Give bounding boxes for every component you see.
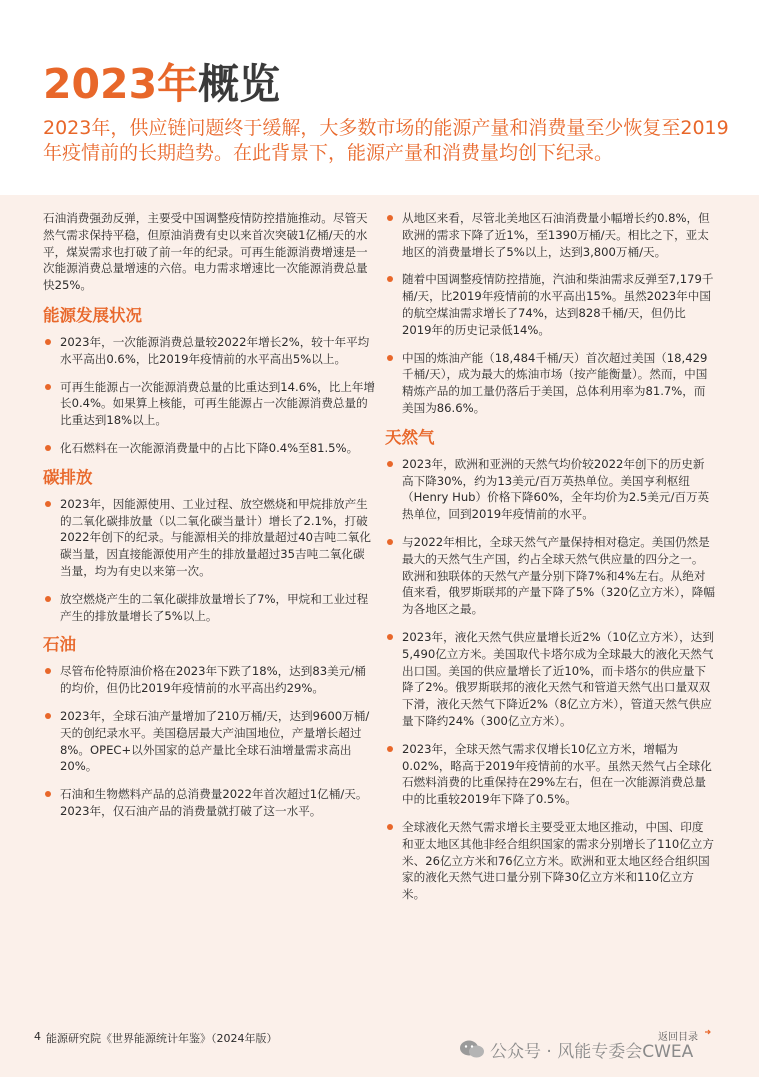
intro-paragraph: 石油消费强劲反弹，主要受中国调整疫情防控措施推动。尽管天然气需求保持平稳，但原油消费有史以来首次突破1亿桶/天的水平，煤炭需求也打破了前一年的纪录。可再生能源消费增速是一次能源消费总量增速的六倍。电力需求增速比一次能源消费总量快25%。 <box>43 211 368 293</box>
list-item-text: 中国的炼油产能（18,484千桶/天）首次超过美国（18,429千桶/天），成为最大的炼油市场（按产能衡量）。然而，中国精炼产品的加工量仍落后于美国，总体利用率为81.7%，而美国为86.6%。 <box>402 350 708 415</box>
list-item-text: 2023年，全球天然气需求仅增长10亿立方米，增幅为0.02%，略高于2019年疫情前的水平。虽然天然气占全球化石燃料消费的比重保持在29%左右，但在一次能源消费总量中的比重较2019年下降了0.5%。 <box>402 741 712 807</box>
list-item <box>385 819 715 903</box>
list-item <box>43 334 376 368</box>
bullet-icon <box>45 596 51 602</box>
list-item-text: 尽管布伦特原油价格在2023年下跌了18%，达到83美元/桶的均价，但仍比2019年疫情前的水平高出约29%。 <box>60 664 366 696</box>
list-item <box>43 440 376 457</box>
list-item <box>385 350 715 417</box>
list-item <box>385 271 715 338</box>
list-item-text: 随着中国调整疫情防控措施，汽油和柴油需求反弹至7,179千桶/天，比2019年疫情前的水平高出15%。虽然2023年中国的航空煤油需求增长了74%，达到828千桶/天，但仍比2019年的历史记录低14%。 <box>402 272 714 337</box>
page-footer <box>0 1024 759 1077</box>
list-item-text: 化石燃料在一次能源消费量中的占比下降0.4%至81.5%。 <box>60 440 359 455</box>
bullet-icon <box>387 824 393 830</box>
bullet-icon <box>387 539 393 545</box>
page-header <box>0 0 759 195</box>
content-panel <box>0 195 759 1077</box>
watermark-text: 公众号 · 风能专委会CWEA <box>490 1042 694 1062</box>
bullet-icon <box>45 713 51 719</box>
bullet-icon <box>387 634 393 640</box>
bullet-icon <box>387 746 393 752</box>
list-item-text: 2023年，全球石油产量增加了210万桶/天，达到9600万桶/天的创纪录水平。美国稳居最大产油国地位，产量增长超过8%。OPEC+以外国家的总产量比全球石油增量需求高出20%。 <box>60 708 370 774</box>
list-item <box>43 708 376 775</box>
list-item <box>385 456 715 523</box>
section-heading-energy: 能源发展状况 <box>43 305 142 325</box>
list-item-text: 从地区来看，尽管北美地区石油消费量小幅增长约0.8%，但欧洲的需求下降了近1%，至1390万桶/天。相比之下，亚太地区的消费量增长了5%以上，达到3,800万桶/天。 <box>402 211 710 259</box>
section-heading-oil: 石油 <box>43 635 76 655</box>
list-item <box>43 786 376 820</box>
list-item <box>43 591 376 625</box>
wechat-icon <box>459 1039 485 1059</box>
return-to-contents-link[interactable]: 返回目录 <box>658 1032 698 1043</box>
list-item-text: 放空燃烧产生的二氧化碳排放量增长了7%，甲烷和工业过程产生的排放量增长了5%以上。 <box>60 591 369 623</box>
list-item <box>385 210 715 260</box>
list-item-text: 2023年，因能源使用、工业过程、放空燃烧和甲烷排放产生的二氧化碳排放量（以二氧化碳当量计）增长了2.1%，打破2022年创下的纪录。与能源相关的排放量超过40吉吨二氧化碳当量，因直接能源使用产生的排放量超过35吉吨二氧化碳当量，均为有史以来第一次。 <box>60 496 371 578</box>
list-item <box>43 663 376 697</box>
bullet-icon <box>45 339 51 345</box>
left-column <box>43 210 376 831</box>
list-item-text: 2023年，欧洲和亚洲的天然气均价较2022年创下的历史新高下降30%，约为13美元/百万英热单位。美国亨利枢纽（Henry Hub）价格下降60%，全年均价为2.5美元/百万英热单位，回到2019年疫情前的水平。 <box>402 456 710 522</box>
bullet-icon <box>387 215 393 221</box>
bullet-icon <box>45 668 51 674</box>
return-arrow-icon[interactable] <box>704 1028 712 1036</box>
list-item-text: 可再生能源占一次能源消费总量的比重达到14.6%，比上年增长0.4%。如果算上核能，可再生能源占一次能源消费总量的比重达到18%以上。 <box>60 379 376 428</box>
list-item-text: 石油和生物燃料产品的总消费量2022年首次超过1亿桶/天。2023年，仅石油产品的消费量就打破了这一水平。 <box>60 787 368 818</box>
bullet-icon <box>45 501 51 507</box>
list-item-text: 全球液化天然气需求增长主要受亚太地区推动，中国、印度和亚太地区其他非经合组织国家的需求分别增长了110亿立方米、26亿立方米和76亿立方米。欧洲和亚太地区经合组织国家的液化天然气进口量分别下降30亿立方米和110亿立方米。 <box>402 819 714 902</box>
bullet-icon <box>45 791 51 797</box>
bullet-icon <box>387 276 393 282</box>
page-subtitle: 2023年，供应链问题终于缓解，大多数市场的能源产量和消费量至少恢复至2019年疫情前的长期趋势。在此背景下，能源产量和消费量均创下纪录。 <box>43 117 729 164</box>
bullet-icon <box>387 355 393 361</box>
page-title <box>43 58 280 110</box>
page-number: 4 <box>34 1030 41 1043</box>
section-heading-gas: 天然气 <box>385 427 435 447</box>
list-item-text: 2023年，一次能源消费总量较2022年增长2%，较十年平均水平高出0.6%，比2019年疫情前的水平高出5%以上。 <box>60 334 370 366</box>
bullet-icon <box>45 384 51 390</box>
list-item <box>43 496 376 580</box>
list-item <box>43 379 376 429</box>
list-item <box>385 741 715 808</box>
bullet-icon <box>45 445 51 451</box>
right-column <box>385 210 715 914</box>
list-item-text: 与2022年相比，全球天然气产量保持相对稳定。美国仍然是最大的天然气生产国，约占全球天然气供应量的四分之一。欧洲和独联体的天然气产量分别下降7%和4%左右。从绝对值来看，俄罗斯联邦的产量下降了5%（320亿立方米），降幅为各地区之最。 <box>402 534 715 617</box>
title-overview: 概览 <box>198 60 281 108</box>
section-heading-carbon: 碳排放 <box>43 467 93 487</box>
bullet-icon <box>387 461 393 467</box>
publication-name: 能源研究院《世界能源统计年鉴》（2024年版） <box>46 1032 278 1045</box>
list-item <box>385 534 715 618</box>
list-item <box>385 629 715 730</box>
list-item-text: 2023年，液化天然气供应量增长近2%（10亿立方米），达到5,490亿立方米。美国取代卡塔尔成为全球最大的液化天然气出口国。美国的供应量增长了近10%，而卡塔尔的供应量下降了2%。俄罗斯联邦的液化天然气和管道天然气出口量双双下滑，液化天然气下降近2%（8亿立方米），管道天然气供应量下降约24%（300亿立方米）。 <box>402 629 714 728</box>
title-year: 2023年 <box>43 60 199 108</box>
